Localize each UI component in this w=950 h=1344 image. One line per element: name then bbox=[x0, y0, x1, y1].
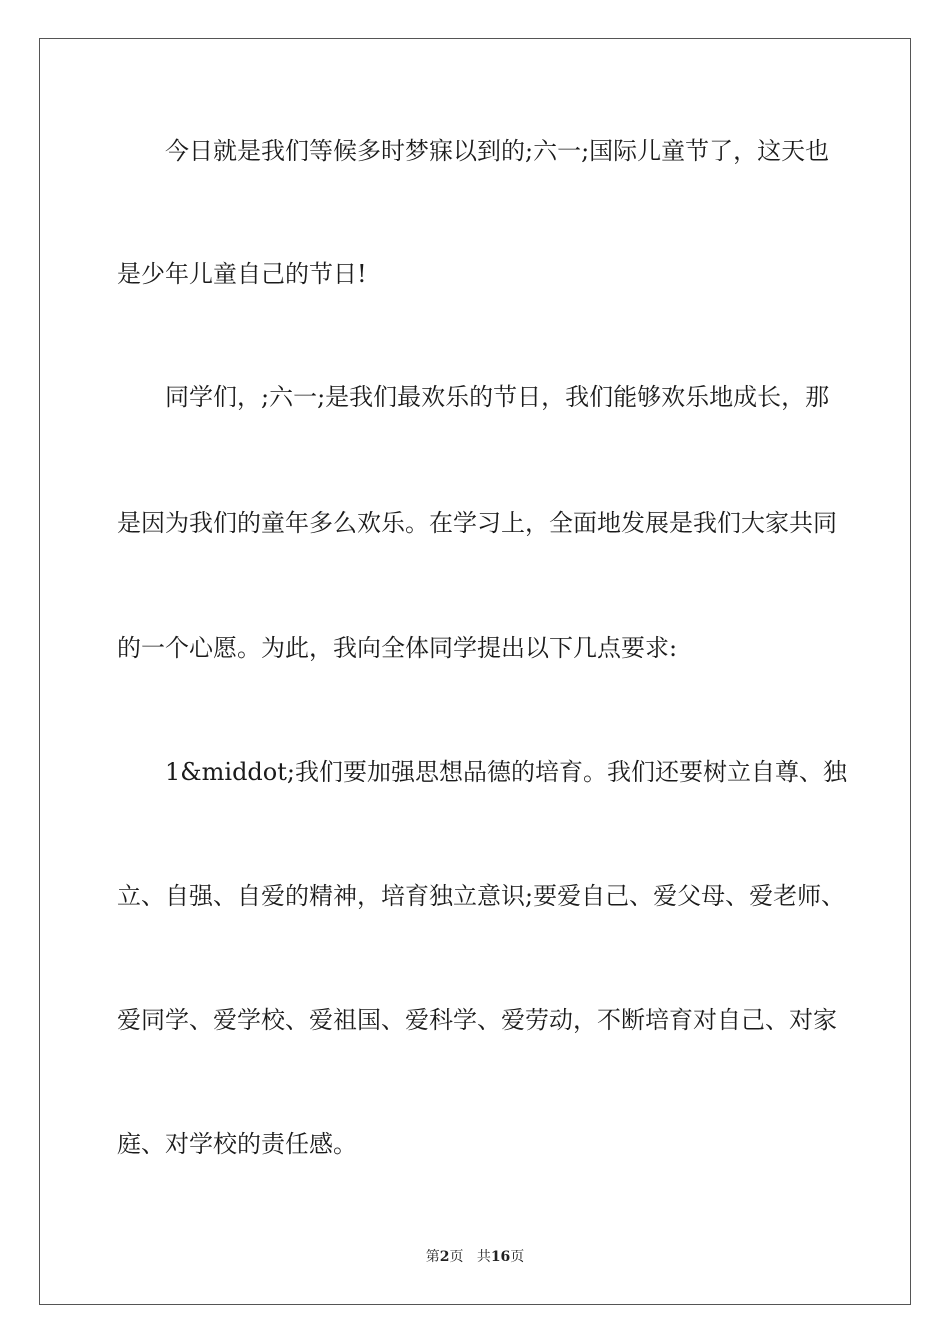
paragraph-line: 同学们，;六一;是我们最欢乐的节日，我们能够欢乐地成长，那 bbox=[165, 383, 830, 411]
total-prefix: 共 bbox=[476, 1249, 491, 1265]
page-footer bbox=[0, 1248, 950, 1266]
page-suffix: 页 bbox=[449, 1249, 464, 1265]
page-border bbox=[39, 38, 911, 1305]
paragraph-line: 庭、对学校的责任感。 bbox=[117, 1130, 357, 1158]
page-prefix: 第 bbox=[425, 1249, 440, 1265]
paragraph-line: 是少年儿童自己的节日! bbox=[117, 260, 367, 288]
paragraph-line: 的一个心愿。为此，我向全体同学提出以下几点要求: bbox=[117, 634, 678, 662]
paragraph-line: 是因为我们的童年多么欢乐。在学习上，全面地发展是我们大家共同 bbox=[117, 509, 837, 537]
paragraph-line: 1&middot;我们要加强思想品德的培育。我们还要树立自尊、独 bbox=[165, 758, 847, 786]
paragraph-line: 立、自强、自爱的精神，培育独立意识;要爱自己、爱父母、爱老师、 bbox=[117, 882, 846, 910]
paragraph-line: 今日就是我们等候多时梦寐以到的;六一;国际儿童节了，这天也 bbox=[165, 137, 830, 165]
paragraph-line: 爱同学、爱学校、爱祖国、爱科学、爱劳动，不断培育对自己、对家 bbox=[117, 1006, 837, 1034]
total-suffix: 页 bbox=[510, 1249, 525, 1265]
page-total: 16 bbox=[490, 1249, 511, 1265]
page-current: 2 bbox=[439, 1249, 450, 1265]
